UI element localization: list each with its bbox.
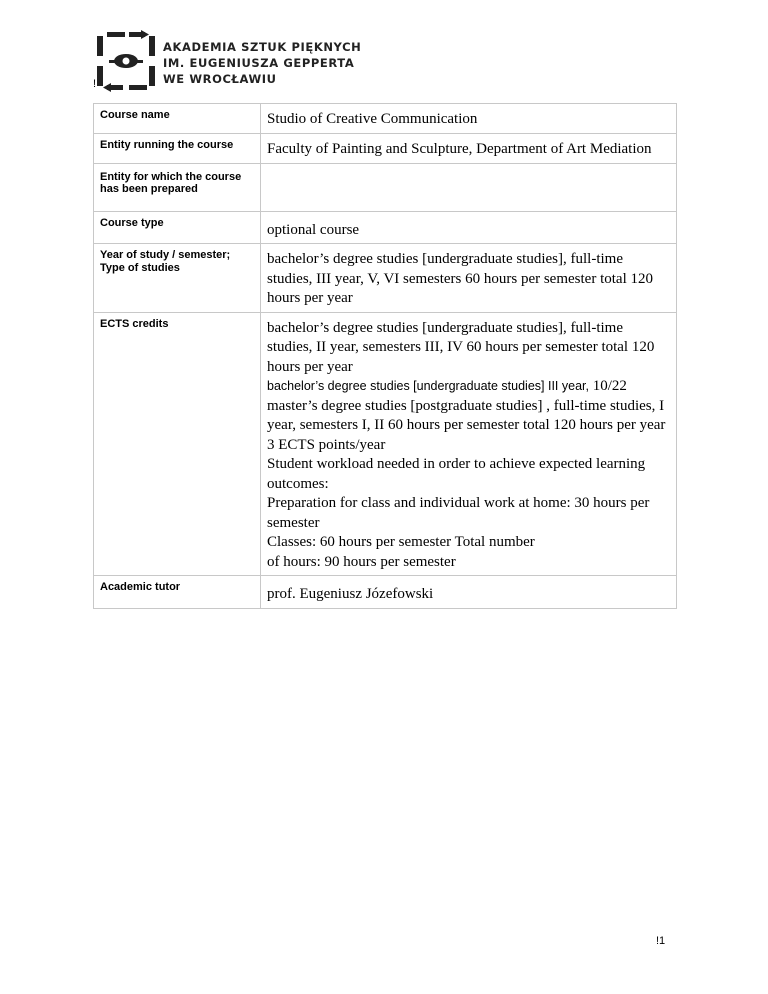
value-entity-running: Faculty of Painting and Sculpture, Department of Art Mediation bbox=[261, 133, 677, 163]
logo-line-2: IM. EUGENIUSZA GEPPERTA bbox=[163, 56, 355, 70]
value-entity-for bbox=[261, 163, 677, 211]
ects-line-classes: Classes: 60 hours per semester Total number bbox=[267, 534, 535, 550]
logo-line-1: AKADEMIA SZTUK PIĘKNYCH bbox=[163, 40, 362, 54]
academy-logo bbox=[95, 30, 362, 92]
ects-line-bachelor-iii bbox=[267, 377, 670, 397]
row-entity-running bbox=[94, 133, 677, 163]
value-tutor: prof. Eugeniusz Józefowski bbox=[261, 576, 677, 609]
label-tutor: Academic tutor bbox=[94, 576, 261, 609]
row-course-type bbox=[94, 211, 677, 244]
header-mark: ! bbox=[93, 78, 97, 90]
ects-line-workload: Student workload needed in order to achieve expected learning outcomes: bbox=[267, 456, 646, 492]
value-year-of-study: bachelor’s degree studies [undergraduate studies], full-time studies, III year, V, VI semesters 60 hours per semester total 120 hours per year bbox=[261, 244, 677, 313]
label-year-of-study: Year of study / semester; Type of studies bbox=[94, 244, 261, 313]
label-ects: ECTS credits bbox=[94, 312, 261, 576]
label-course-type: Course type bbox=[94, 211, 261, 244]
label-entity-running: Entity running the course bbox=[94, 133, 261, 163]
academy-emblem-icon bbox=[95, 30, 157, 92]
page-number: !1 bbox=[656, 935, 666, 947]
ects-line-total: of hours: 90 hours per semester bbox=[267, 553, 456, 570]
row-course-name bbox=[94, 104, 677, 134]
value-ects bbox=[261, 312, 677, 576]
label-entity-for: Entity for which the course has been prepared bbox=[94, 163, 261, 211]
ects-line-points: 3 ECTS points/year bbox=[267, 436, 386, 453]
ects-line-preparation: Preparation for class and individual work at home: 30 hours per semester bbox=[267, 495, 650, 531]
value-course-type: optional course bbox=[261, 211, 677, 244]
ects-line-bachelor-iii-serif: 10/22 bbox=[588, 378, 627, 394]
ects-line-bachelor-iii-sans: bachelor’s degree studies [undergraduate studies] III year, bbox=[267, 379, 589, 393]
logo-line-3: WE WROCŁAWIU bbox=[163, 72, 277, 86]
value-course-name: Studio of Creative Communication bbox=[261, 104, 677, 134]
row-entity-for bbox=[94, 163, 677, 211]
label-course-name: Course name bbox=[94, 104, 261, 134]
row-year-of-study bbox=[94, 244, 677, 313]
ects-line-bachelor-ii: bachelor’s degree studies [undergraduate studies], full-time studies, II year, semesters III, IV 60 hours per semester total 120 hours per year bbox=[267, 319, 655, 375]
row-tutor bbox=[94, 576, 677, 609]
ects-line-master: master’s degree studies [postgraduate studies] , full-time studies, I year, semesters I, II 60 hours per semester total 120 hours per year bbox=[267, 397, 666, 433]
row-ects bbox=[94, 312, 677, 576]
course-info-table bbox=[93, 103, 677, 609]
